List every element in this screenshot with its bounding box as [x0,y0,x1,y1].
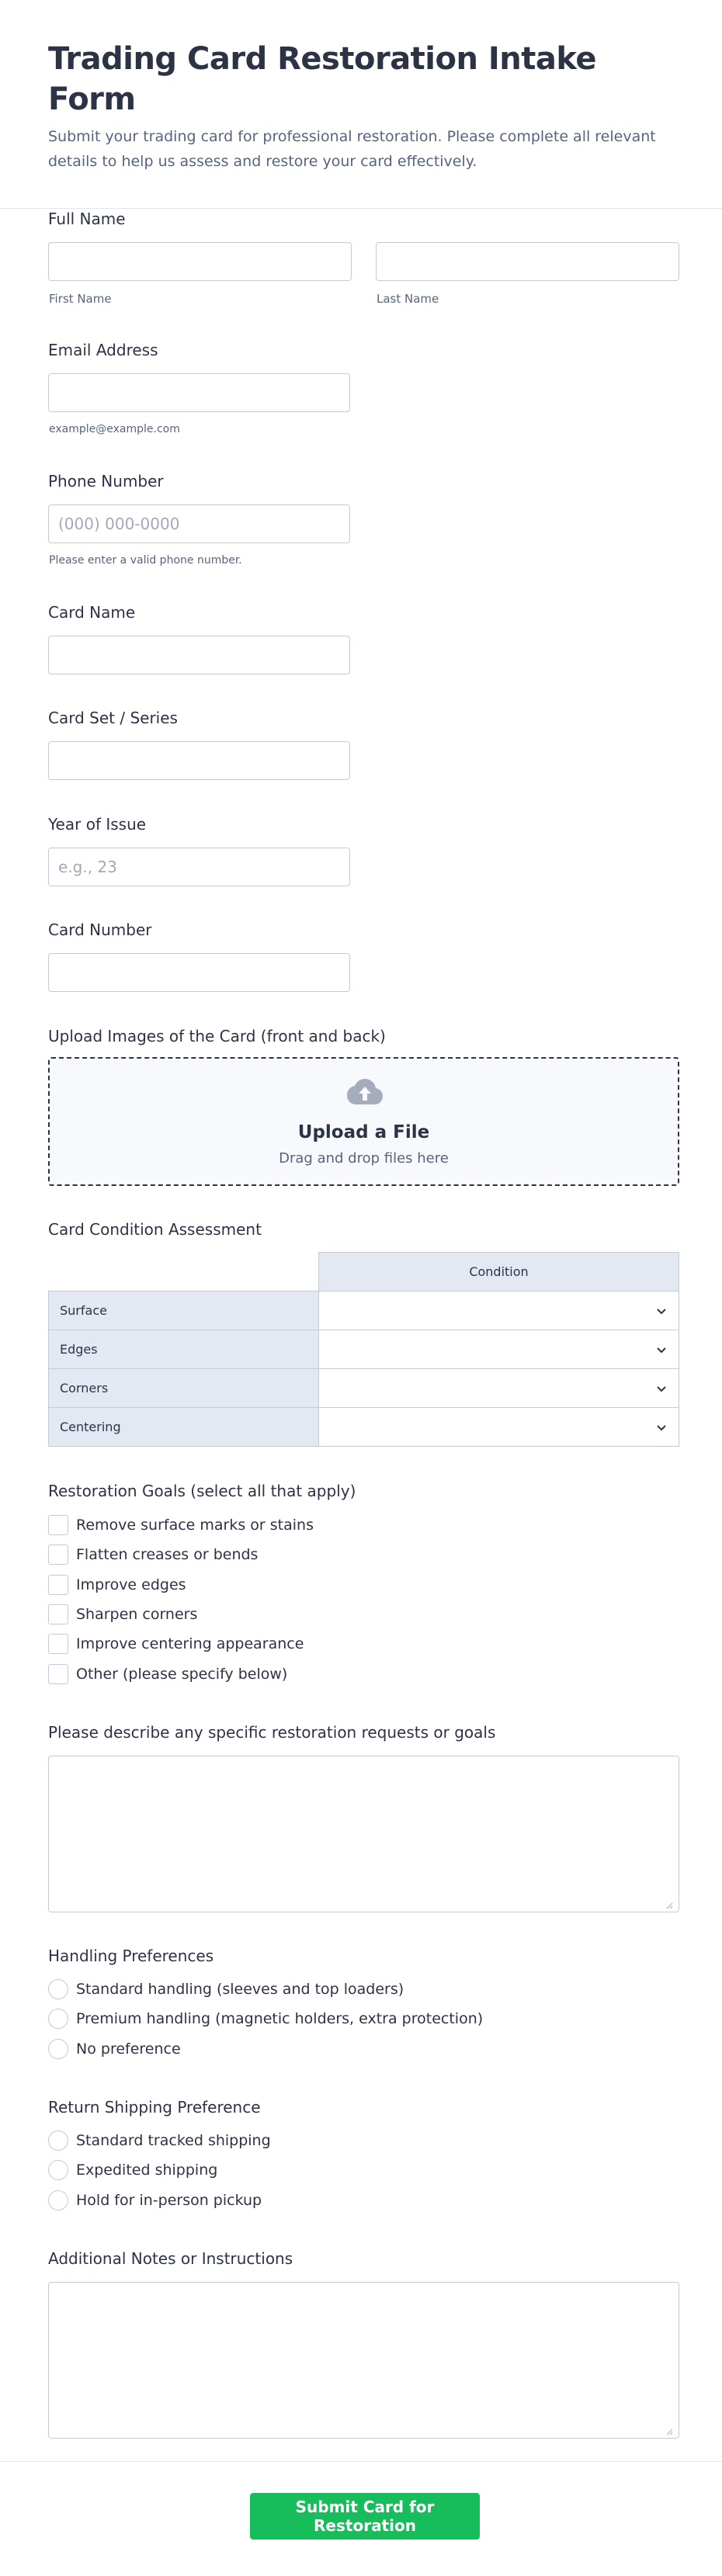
year-label: Year of Issue [48,815,147,834]
resize-grip-icon[interactable] [665,1902,673,1909]
last-name-sublabel: Last Name [377,292,439,306]
requests-textarea[interactable] [48,1756,679,1912]
goal-option-label: Improve edges [76,1576,186,1593]
shipping-option-label: Expedited shipping [76,2162,218,2179]
phone-input[interactable] [48,504,350,543]
condition-matrix [48,1252,679,1447]
card-name-input[interactable] [48,636,350,674]
handling-option-label: Premium handling (magnetic holders, extra protection) [76,2010,484,2027]
goal-option[interactable] [48,1664,287,1684]
cloud-upload-icon [346,1077,384,1105]
matrix-row-centering: Centering [49,1408,319,1447]
goal-option[interactable] [48,1575,186,1595]
shipping-option-label: Hold for in-person pickup [76,2192,262,2209]
chevron-down-icon [655,1305,668,1317]
shipping-option-label: Standard tracked shipping [76,2132,271,2149]
checkbox[interactable] [48,1604,68,1624]
handling-option[interactable] [48,2039,181,2059]
phone-label: Phone Number [48,472,164,491]
first-name-input[interactable] [48,242,352,281]
upload-label: Upload Images of the Card (front and back) [48,1027,386,1045]
corners-condition-select[interactable] [319,1369,679,1408]
email-input[interactable] [48,373,350,412]
email-sublabel: example@example.com [49,423,180,435]
goal-option[interactable] [48,1634,304,1654]
goal-option[interactable] [48,1545,258,1565]
radio-button[interactable] [48,2039,68,2059]
requests-label: Please describe any specific restoration requests or goals [48,1723,496,1742]
handling-option-label: Standard handling (sleeves and top loaders) [76,1981,404,1998]
goal-option-label: Flatten creases or bends [76,1546,259,1563]
email-label: Email Address [48,341,158,359]
upload-hint: Drag and drop files here [279,1150,449,1167]
handling-option[interactable] [48,2009,483,2029]
checkbox[interactable] [48,1664,68,1684]
matrix-corner [49,1253,319,1291]
notes-label: Additional Notes or Instructions [48,2249,293,2268]
shipping-label: Return Shipping Preference [48,2098,261,2117]
centering-condition-select[interactable] [319,1408,679,1447]
goal-option-label: Improve centering appearance [76,1635,304,1652]
edges-condition-select[interactable] [319,1330,679,1369]
upload-title: Upload a File [297,1122,430,1142]
card-number-label: Card Number [48,920,152,939]
goal-option[interactable] [48,1515,314,1535]
first-name-sublabel: First Name [49,292,112,306]
card-set-input[interactable] [48,741,350,780]
chevron-down-icon [655,1421,668,1434]
chevron-down-icon [655,1382,668,1395]
radio-button[interactable] [48,2009,68,2029]
matrix-row-corners: Corners [49,1369,319,1408]
goal-option-label: Remove surface marks or stains [76,1517,314,1534]
goals-label: Restoration Goals (select all that apply) [48,1482,356,1500]
submit-button[interactable]: Submit Card for Restoration [250,2493,480,2540]
file-upload-dropzone[interactable] [48,1057,679,1186]
form-title: Trading Card Restoration Intake Form [48,41,597,117]
radio-button[interactable] [48,2160,68,2180]
radio-button[interactable] [48,2190,68,2210]
shipping-option[interactable] [48,2130,271,2151]
goal-option-label: Sharpen corners [76,1606,198,1623]
handling-option[interactable] [48,1979,404,1999]
shipping-option[interactable] [48,2160,217,2180]
checkbox[interactable] [48,1545,68,1565]
form-header [0,0,722,209]
radio-button[interactable] [48,2130,68,2151]
notes-textarea[interactable] [48,2282,679,2439]
matrix-column-header: Condition [319,1253,679,1291]
year-input[interactable] [48,848,350,886]
handling-option-label: No preference [76,2040,181,2058]
matrix-row-surface: Surface [49,1291,319,1330]
card-number-input[interactable] [48,953,350,992]
card-name-label: Card Name [48,603,136,622]
handling-label: Handling Preferences [48,1947,214,1965]
full-name-label: Full Name [48,210,126,228]
form-footer [0,2461,722,2576]
surface-condition-select[interactable] [319,1291,679,1330]
chevron-down-icon [655,1343,668,1356]
card-set-label: Card Set / Series [48,709,178,727]
form-subtitle: Submit your trading card for professional restoration. Please complete all relevant details to help us assess and restore your card effectively. [48,128,656,170]
checkbox[interactable] [48,1575,68,1595]
resize-grip-icon[interactable] [665,2428,673,2436]
radio-button[interactable] [48,1979,68,1999]
goal-option-label: Other (please specify below) [76,1666,288,1683]
condition-label: Card Condition Assessment [48,1220,262,1239]
phone-sublabel: Please enter a valid phone number. [49,554,242,567]
checkbox[interactable] [48,1634,68,1654]
shipping-option[interactable] [48,2190,262,2210]
last-name-input[interactable] [376,242,679,281]
goal-option[interactable] [48,1604,197,1624]
checkbox[interactable] [48,1515,68,1535]
matrix-row-edges: Edges [49,1330,319,1369]
